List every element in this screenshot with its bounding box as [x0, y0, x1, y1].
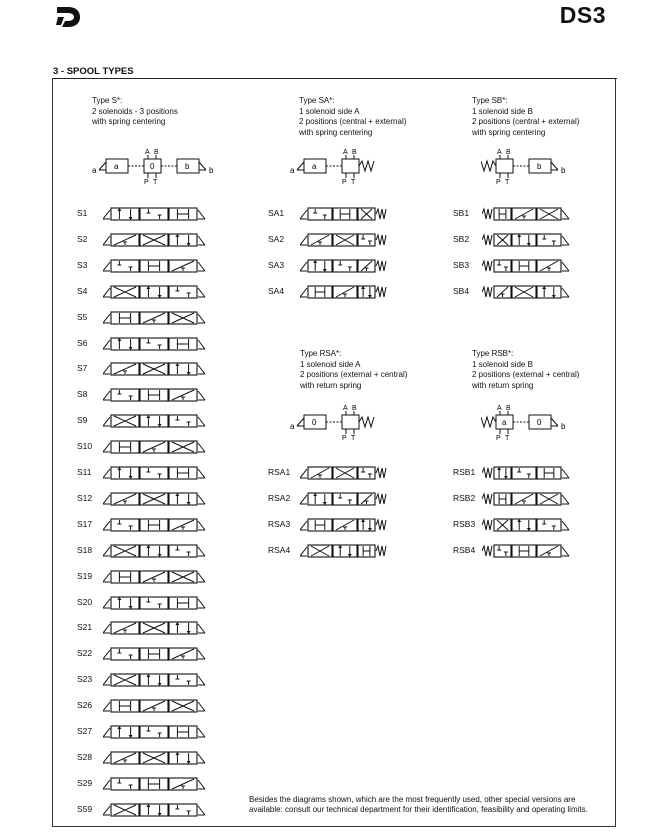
spool-code-sa: SA3: [268, 259, 285, 270]
spool-code-s: S27: [77, 726, 93, 736]
spool-symbol: [300, 259, 388, 273]
spool-symbol: [300, 466, 388, 480]
spool-code-sb: SB2: [453, 233, 470, 244]
spool-symbol: [482, 492, 570, 506]
symbol-label-b: b: [537, 162, 542, 171]
symbol-label-B: B: [352, 149, 357, 156]
symbol-label-A: A: [145, 149, 150, 156]
type-s-line: 2 solenoids - 3 positions: [92, 106, 178, 116]
type-sb-line: 2 positions (central + external): [472, 117, 580, 126]
spool-symbol: [103, 544, 206, 558]
symbol-label-A: A: [343, 149, 348, 156]
spool-symbol: [300, 233, 388, 247]
spool-code-s: S18: [77, 544, 93, 555]
spool-symbol: [482, 207, 570, 221]
spool-symbol: [482, 518, 570, 532]
spool-code-s: S22: [77, 648, 93, 659]
type-rsb-name: Type RSB*:: [472, 349, 514, 358]
spool-code-s: S17: [77, 518, 93, 529]
spool-symbol: [103, 699, 206, 713]
symbol-label-a: a: [114, 162, 119, 171]
type-rsa-name: Type RSA*:: [300, 349, 342, 358]
spool-code-s: S5: [77, 311, 88, 322]
spool-symbol: [103, 285, 206, 299]
type-rsb-line: 2 positions (external + central): [472, 370, 580, 379]
spool-code-s: S6: [77, 337, 88, 348]
spool-code-s: S19: [77, 570, 93, 581]
spool-symbol: [103, 621, 206, 635]
symbol-label-b: b: [185, 162, 190, 171]
spool-code-s: S26: [77, 700, 93, 711]
spool-code-rsa: RSA1: [268, 467, 291, 477]
spool-code-s: S10: [77, 441, 93, 452]
type-sa-description: [299, 96, 406, 138]
spool-code-s: S12: [77, 492, 93, 503]
spool-symbol: [103, 725, 206, 739]
spool-symbol: [103, 440, 206, 454]
type-sb-line: with spring centering: [472, 127, 546, 137]
spool-code-s: S23: [77, 674, 93, 685]
symbol-label-A: A: [497, 149, 502, 156]
section-title: 3 - SPOOL TYPES: [53, 66, 134, 77]
spool-code-s: S20: [77, 596, 93, 607]
spool-code-s: S2: [77, 233, 88, 244]
symbol-label-T: T: [505, 435, 510, 442]
spool-symbol: [103, 259, 206, 273]
symbol-label-T: T: [153, 179, 158, 186]
spool-code-s: S11: [77, 467, 92, 477]
symbol-label-B: B: [506, 405, 511, 412]
symbol-label-B: B: [154, 149, 159, 156]
spool-symbol: [103, 751, 206, 765]
symbol-label-zero: 0: [150, 162, 155, 171]
spool-symbol: [482, 285, 570, 299]
spool-symbol: [103, 673, 206, 687]
symbol-label-P: P: [496, 179, 501, 186]
symbol-label-A: A: [343, 405, 348, 412]
symbol-label-zero: 0: [312, 418, 317, 427]
type-rsb-line: 1 solenoid side B: [472, 359, 533, 369]
spool-code-s: S1: [77, 208, 88, 218]
type-sa-line: 1 solenoid side A: [299, 106, 360, 116]
spool-code-s: S59: [77, 803, 93, 814]
spool-symbol: [103, 596, 206, 610]
spool-code-s: S3: [77, 259, 88, 270]
symbol-label-P: P: [496, 435, 501, 442]
spool-symbol: [103, 518, 206, 532]
spool-code-sb: SB4: [453, 285, 470, 296]
type-sb-line: 1 solenoid side B: [472, 106, 533, 116]
symbol-label-T: T: [505, 179, 510, 186]
type-s-name: Type S*:: [92, 96, 123, 105]
spool-symbol: [300, 492, 388, 506]
spool-code-s: S8: [77, 389, 88, 400]
spool-symbol: [103, 388, 206, 402]
spool-symbol: [103, 233, 206, 247]
symbol-label-b: b: [561, 166, 566, 175]
spool-code-rsa: RSA3: [268, 518, 291, 529]
symbol-label-b: b: [209, 166, 214, 175]
spool-symbol: [300, 207, 388, 221]
symbol-label-P: P: [144, 179, 149, 186]
symbol-label-a: a: [312, 162, 317, 171]
spool-code-rsb: RSB3: [453, 518, 476, 529]
symbol-label-T: T: [351, 179, 356, 186]
type-sa-name: Type SA*:: [299, 96, 335, 105]
spool-code-rsb: RSB1: [453, 467, 476, 477]
spool-code-sa: SA2: [268, 233, 285, 244]
spool-code-sb: SB1: [453, 208, 470, 218]
symbol-label-a: a: [92, 166, 97, 175]
valve-symbol-rsa: [290, 402, 380, 444]
spool-code-s: S28: [77, 751, 93, 762]
symbol-label-T: T: [351, 435, 356, 442]
spool-code-sa: SA1: [268, 208, 285, 218]
spool-symbol: [103, 466, 206, 480]
spool-code-rsa: RSA4: [268, 544, 291, 555]
spool-symbol: [103, 362, 206, 376]
spool-code-sb: SB3: [453, 259, 470, 270]
type-rsa-line: 1 solenoid side A: [300, 359, 361, 369]
spool-symbol: [103, 207, 206, 221]
type-sa-line: 2 positions (central + external): [299, 117, 407, 126]
type-sa-line: with spring centering: [299, 127, 373, 137]
spool-symbol: [482, 259, 570, 273]
type-rsa-line: 2 positions (external + central): [300, 370, 408, 379]
spool-code-s: S9: [77, 415, 88, 426]
symbol-label-zero: 0: [537, 418, 542, 427]
type-rsb-description: [472, 349, 579, 391]
spool-code-rsa: RSA2: [268, 492, 291, 503]
symbol-label-B: B: [506, 149, 511, 156]
spool-code-s: S21: [77, 622, 93, 633]
spool-symbol: [103, 570, 206, 584]
spool-symbol: [482, 233, 570, 247]
spool-symbol: [482, 466, 570, 480]
symbol-label-a: a: [290, 422, 295, 431]
spool-symbol: [300, 518, 388, 532]
type-sb-name: Type SB*:: [472, 96, 508, 105]
type-rsa-description: [300, 349, 407, 391]
type-s-line: with spring centering: [92, 117, 166, 126]
spool-symbol: [300, 285, 388, 299]
spool-code-rsb: RSB2: [453, 492, 476, 503]
spool-code-sa: SA4: [268, 285, 285, 296]
spool-symbol: [103, 803, 206, 817]
spool-symbol: [103, 337, 206, 351]
spool-code-s: S7: [77, 363, 88, 374]
symbol-label-P: P: [342, 179, 347, 186]
symbol-label-P: P: [342, 435, 347, 442]
type-sb-description: [472, 96, 579, 138]
spool-symbol: [103, 647, 206, 661]
spool-code-s: S4: [77, 285, 88, 296]
symbol-label-a: a: [502, 418, 507, 427]
symbol-label-B: B: [352, 405, 357, 412]
type-rsb-line: with return spring: [472, 380, 534, 390]
symbol-label-a: a: [290, 166, 295, 175]
valve-symbol-s: [92, 146, 217, 188]
spool-symbol: [300, 544, 388, 558]
page-title: DS3: [559, 2, 606, 28]
symbol-label-A: A: [497, 405, 502, 412]
spool-code-s: S29: [77, 777, 93, 788]
spool-symbol: [103, 311, 206, 325]
footnote: Besides the diagrams shown, which are the most frequently used, other special versions are available: consult our technical department for their identification, feasibility and operating limits.: [249, 795, 588, 814]
type-s-description: [92, 96, 178, 128]
spool-symbol: [103, 492, 206, 506]
valve-symbol-rsb: [481, 402, 569, 444]
spool-symbol: [103, 414, 206, 428]
spool-code-rsb: RSB4: [453, 544, 476, 555]
brand-logo: [55, 4, 81, 30]
valve-symbol-sa: [290, 146, 380, 188]
spool-symbol: [482, 544, 570, 558]
symbol-label-b: b: [561, 422, 566, 431]
spool-symbol: [103, 777, 206, 791]
valve-symbol-sb: [481, 146, 569, 188]
type-rsa-line: with return spring: [300, 380, 362, 390]
